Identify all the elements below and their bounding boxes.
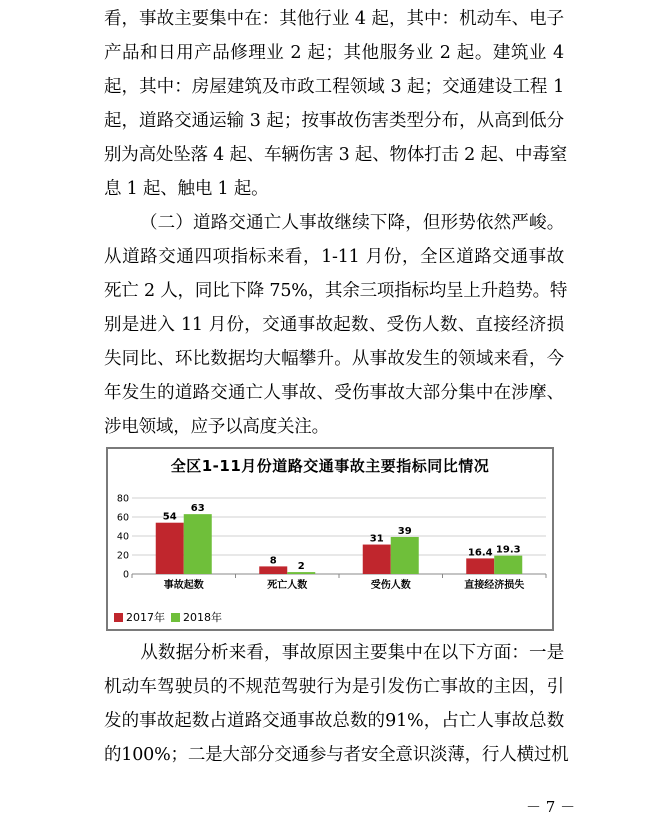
text-line: 别是进入 11 月份，交通事故起数、受伤人数、直接经济损 bbox=[104, 315, 564, 335]
data-label: 16.4 bbox=[467, 547, 493, 559]
bar-2017 bbox=[156, 523, 184, 574]
data-label: 8 bbox=[269, 555, 277, 567]
text-line-indented: 从数据分析来看，事故原因主要集中在以下方面：一是 bbox=[140, 643, 564, 663]
text-line: 息 1 起、触电 1 起。 bbox=[104, 179, 269, 199]
text-line: 涉电领域，应予以高度关注。 bbox=[104, 417, 329, 437]
page-number: － 7 － bbox=[526, 798, 576, 816]
text-line: 发的事故起数占道路交通事故总数的91%，占亡人事故总数 bbox=[104, 711, 564, 731]
text-line: 失同比、环比数据均大幅攀升。从事故发生的领域来看，今 bbox=[104, 349, 564, 369]
y-tick-label: 80 bbox=[116, 493, 129, 505]
text-line: 年发生的道路交通亡人事故、受伤事故大部分集中在涉摩、 bbox=[104, 383, 564, 403]
bar-2017 bbox=[466, 558, 494, 574]
text-line: 起，其中：房屋建筑及市政工程领域 3 起；交通建设工程 1 bbox=[104, 77, 564, 97]
bar-2018 bbox=[494, 556, 522, 574]
x-tick-label: 直接经济损失 bbox=[464, 580, 525, 591]
bar-2018 bbox=[391, 537, 419, 574]
data-label: 39 bbox=[397, 525, 412, 537]
legend-swatch bbox=[114, 613, 123, 622]
data-label: 63 bbox=[190, 503, 205, 515]
data-label: 31 bbox=[369, 533, 384, 545]
data-label: 54 bbox=[162, 511, 177, 523]
x-tick-label: 死亡人数 bbox=[267, 580, 308, 591]
bar-2017 bbox=[363, 545, 391, 574]
text-line: 机动车驾驶员的不规范驾驶行为是引发伤亡事故的主因，引 bbox=[104, 677, 564, 697]
y-tick-label: 0 bbox=[122, 569, 129, 581]
bar-2017 bbox=[259, 566, 287, 574]
text-line: 死亡 2 人，同比下降 75%，其余三项指标均呈上升趋势。特 bbox=[104, 281, 568, 301]
text-line: 起，道路交通运输 3 起；按事故伤害类型分布，从高到低分 bbox=[104, 111, 564, 131]
chart-legend bbox=[114, 609, 228, 625]
y-tick-label: 20 bbox=[116, 550, 129, 562]
text-line: 别为高处坠落 4 起、车辆伤害 3 起、物体打击 2 起、中毒窒 bbox=[104, 145, 567, 165]
text-line: 看，事故主要集中在：其他行业 4 起，其中：机动车、电子 bbox=[104, 9, 564, 29]
legend-label: 2017年 bbox=[126, 611, 165, 624]
y-tick-label: 60 bbox=[116, 512, 129, 524]
bar-2018 bbox=[287, 572, 315, 574]
bar-chart bbox=[106, 447, 554, 631]
text-line: 的100%；二是大部分交通参与者安全意识淡薄，行人横过机 bbox=[104, 745, 569, 765]
chart-plot bbox=[108, 449, 552, 629]
section-heading: （二）道路交通亡人事故继续下降，但形势依然严峻。 bbox=[140, 213, 564, 233]
data-label: 19.3 bbox=[495, 544, 521, 556]
chart-title: 全区1-11月份道路交通事故主要指标同比情况 bbox=[170, 457, 490, 475]
data-label: 2 bbox=[297, 561, 305, 573]
legend-swatch bbox=[171, 613, 180, 622]
x-tick-label: 事故起数 bbox=[163, 580, 204, 591]
legend-label: 2018年 bbox=[183, 611, 222, 624]
x-tick-label: 受伤人数 bbox=[370, 580, 411, 591]
y-tick-label: 40 bbox=[116, 531, 129, 543]
text-line: 产品和日用产品修理业 2 起；其他服务业 2 起。建筑业 4 bbox=[104, 43, 564, 63]
text-line: 从道路交通四项指标来看，1-11 月份，全区道路交通事故 bbox=[104, 247, 564, 267]
bar-2018 bbox=[184, 514, 212, 574]
legend-item-2017 bbox=[114, 609, 165, 625]
legend-item-2018 bbox=[171, 609, 222, 625]
